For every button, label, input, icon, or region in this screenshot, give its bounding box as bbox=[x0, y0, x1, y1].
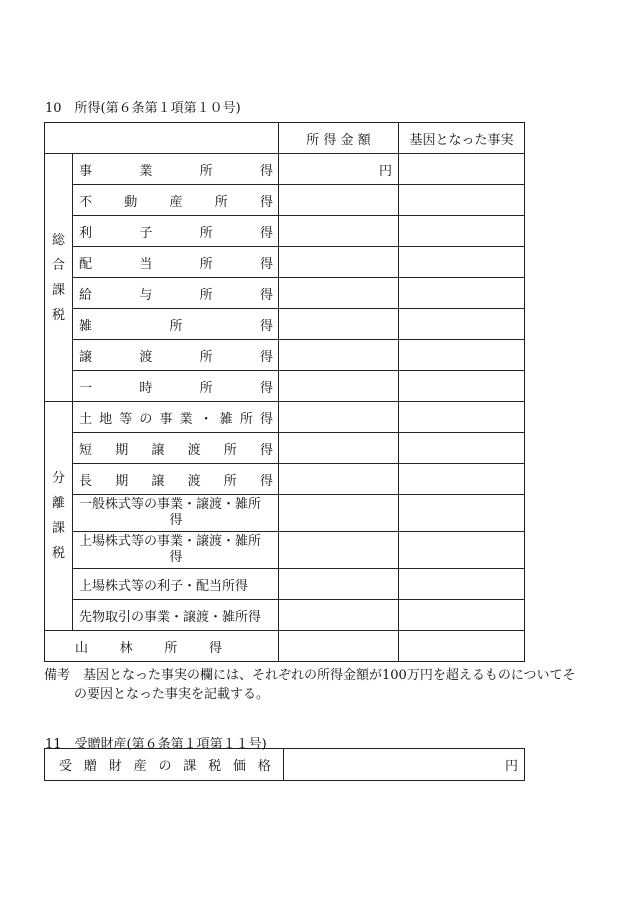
table-row bbox=[45, 216, 525, 247]
gift-property-table bbox=[44, 748, 525, 781]
fact-cell[interactable] bbox=[399, 309, 525, 340]
section-10-heading: 10 所得(第６条第１項第１０号) bbox=[45, 101, 241, 116]
fact-cell[interactable] bbox=[399, 371, 525, 402]
remarks-note bbox=[44, 666, 589, 704]
table-row bbox=[45, 185, 525, 216]
fact-cell[interactable] bbox=[399, 464, 525, 495]
row-label-salary-income: 給 与 所 得 bbox=[73, 278, 279, 309]
remarks-line-1: 備考 基因となった事実の欄には、それぞれの所得金額が100万円を超えるものについてそ bbox=[44, 668, 576, 683]
fact-cell[interactable] bbox=[399, 532, 525, 569]
fact-cell[interactable] bbox=[399, 600, 525, 631]
row-label-forestry-income: 山 林 所 得 bbox=[45, 631, 279, 662]
row-label-business-income: 事 業 所 得 bbox=[73, 154, 279, 185]
table-row bbox=[45, 631, 525, 662]
row-label-long-term-transfer: 長 期 譲 渡 所 得 bbox=[73, 464, 279, 495]
category-sogo-kazei: 総 合 課 税 bbox=[45, 154, 73, 402]
amount-cell[interactable] bbox=[279, 600, 399, 631]
row-label-short-term-transfer: 短 期 譲 渡 所 得 bbox=[73, 433, 279, 464]
row-label-interest-income: 利 子 所 得 bbox=[73, 216, 279, 247]
table-row bbox=[45, 247, 525, 278]
amount-cell[interactable] bbox=[279, 464, 399, 495]
gift-taxable-value-label: 受 贈 財 産 の 課 税 価 格 bbox=[45, 749, 284, 781]
fact-cell[interactable] bbox=[399, 216, 525, 247]
amount-cell[interactable] bbox=[279, 631, 399, 662]
fact-cell[interactable] bbox=[399, 402, 525, 433]
amount-cell[interactable] bbox=[279, 216, 399, 247]
row-label-listed-stock-interest-dividend: 上場株式等の利子・配当所得 bbox=[73, 569, 279, 600]
row-label-temporary-income: 一 時 所 得 bbox=[73, 371, 279, 402]
amount-cell[interactable] bbox=[279, 247, 399, 278]
amount-cell[interactable] bbox=[279, 278, 399, 309]
amount-cell[interactable] bbox=[279, 402, 399, 433]
gift-taxable-value-cell[interactable]: 円 bbox=[284, 749, 525, 781]
amount-cell[interactable] bbox=[279, 495, 399, 532]
table-row bbox=[45, 464, 525, 495]
amount-cell[interactable] bbox=[279, 340, 399, 371]
table-row bbox=[45, 154, 525, 185]
table-row bbox=[45, 600, 525, 631]
basis-fact-header: 基因となった事実 bbox=[399, 123, 525, 154]
row-label-misc-income: 雑 所 得 bbox=[73, 309, 279, 340]
table-row bbox=[45, 569, 525, 600]
amount-cell[interactable] bbox=[279, 569, 399, 600]
row-label-transfer-income: 譲 渡 所 得 bbox=[73, 340, 279, 371]
category-bunri-kazei: 分 離 課 税 bbox=[45, 402, 73, 631]
table-row bbox=[45, 532, 525, 569]
table-row bbox=[45, 433, 525, 464]
row-label-real-estate-income: 不 動 産 所 得 bbox=[73, 185, 279, 216]
amount-cell[interactable] bbox=[279, 371, 399, 402]
table-row bbox=[45, 309, 525, 340]
row-label-futures-income: 先物取引の事業・譲渡・雑所得 bbox=[73, 600, 279, 631]
table-row bbox=[45, 402, 525, 433]
amount-cell[interactable] bbox=[279, 532, 399, 569]
income-table bbox=[44, 122, 525, 662]
fact-cell[interactable] bbox=[399, 278, 525, 309]
table-row bbox=[45, 278, 525, 309]
section-11-heading: 11 受贈財産(第６条第１項第１１号) bbox=[45, 737, 267, 752]
fact-cell[interactable] bbox=[399, 185, 525, 216]
amount-cell-business-income[interactable]: 円 bbox=[279, 154, 399, 185]
table-row bbox=[45, 371, 525, 402]
row-label-land-business-misc-income: 土 地 等 の 事 業 ・ 雑 所 得 bbox=[73, 402, 279, 433]
amount-cell[interactable] bbox=[279, 309, 399, 340]
remarks-line-2: の要因となった事実を記載する。 bbox=[74, 687, 270, 702]
income-amount-header: 所 得 金 額 bbox=[279, 123, 399, 154]
fact-cell[interactable] bbox=[399, 154, 525, 185]
row-label-dividend-income: 配 当 所 得 bbox=[73, 247, 279, 278]
table-header-row bbox=[45, 123, 525, 154]
amount-cell[interactable] bbox=[279, 185, 399, 216]
fact-cell[interactable] bbox=[399, 247, 525, 278]
fact-cell[interactable] bbox=[399, 495, 525, 532]
row-label-general-stock-income: 一般株式等の事業・譲渡・雑所 得 bbox=[73, 495, 279, 532]
table-row bbox=[45, 749, 525, 781]
header-blank-cell bbox=[45, 123, 279, 154]
table-row bbox=[45, 495, 525, 532]
fact-cell[interactable] bbox=[399, 631, 525, 662]
fact-cell[interactable] bbox=[399, 433, 525, 464]
amount-cell[interactable] bbox=[279, 433, 399, 464]
fact-cell[interactable] bbox=[399, 340, 525, 371]
row-label-listed-stock-income: 上場株式等の事業・譲渡・雑所 得 bbox=[73, 532, 279, 569]
fact-cell[interactable] bbox=[399, 569, 525, 600]
table-row bbox=[45, 340, 525, 371]
